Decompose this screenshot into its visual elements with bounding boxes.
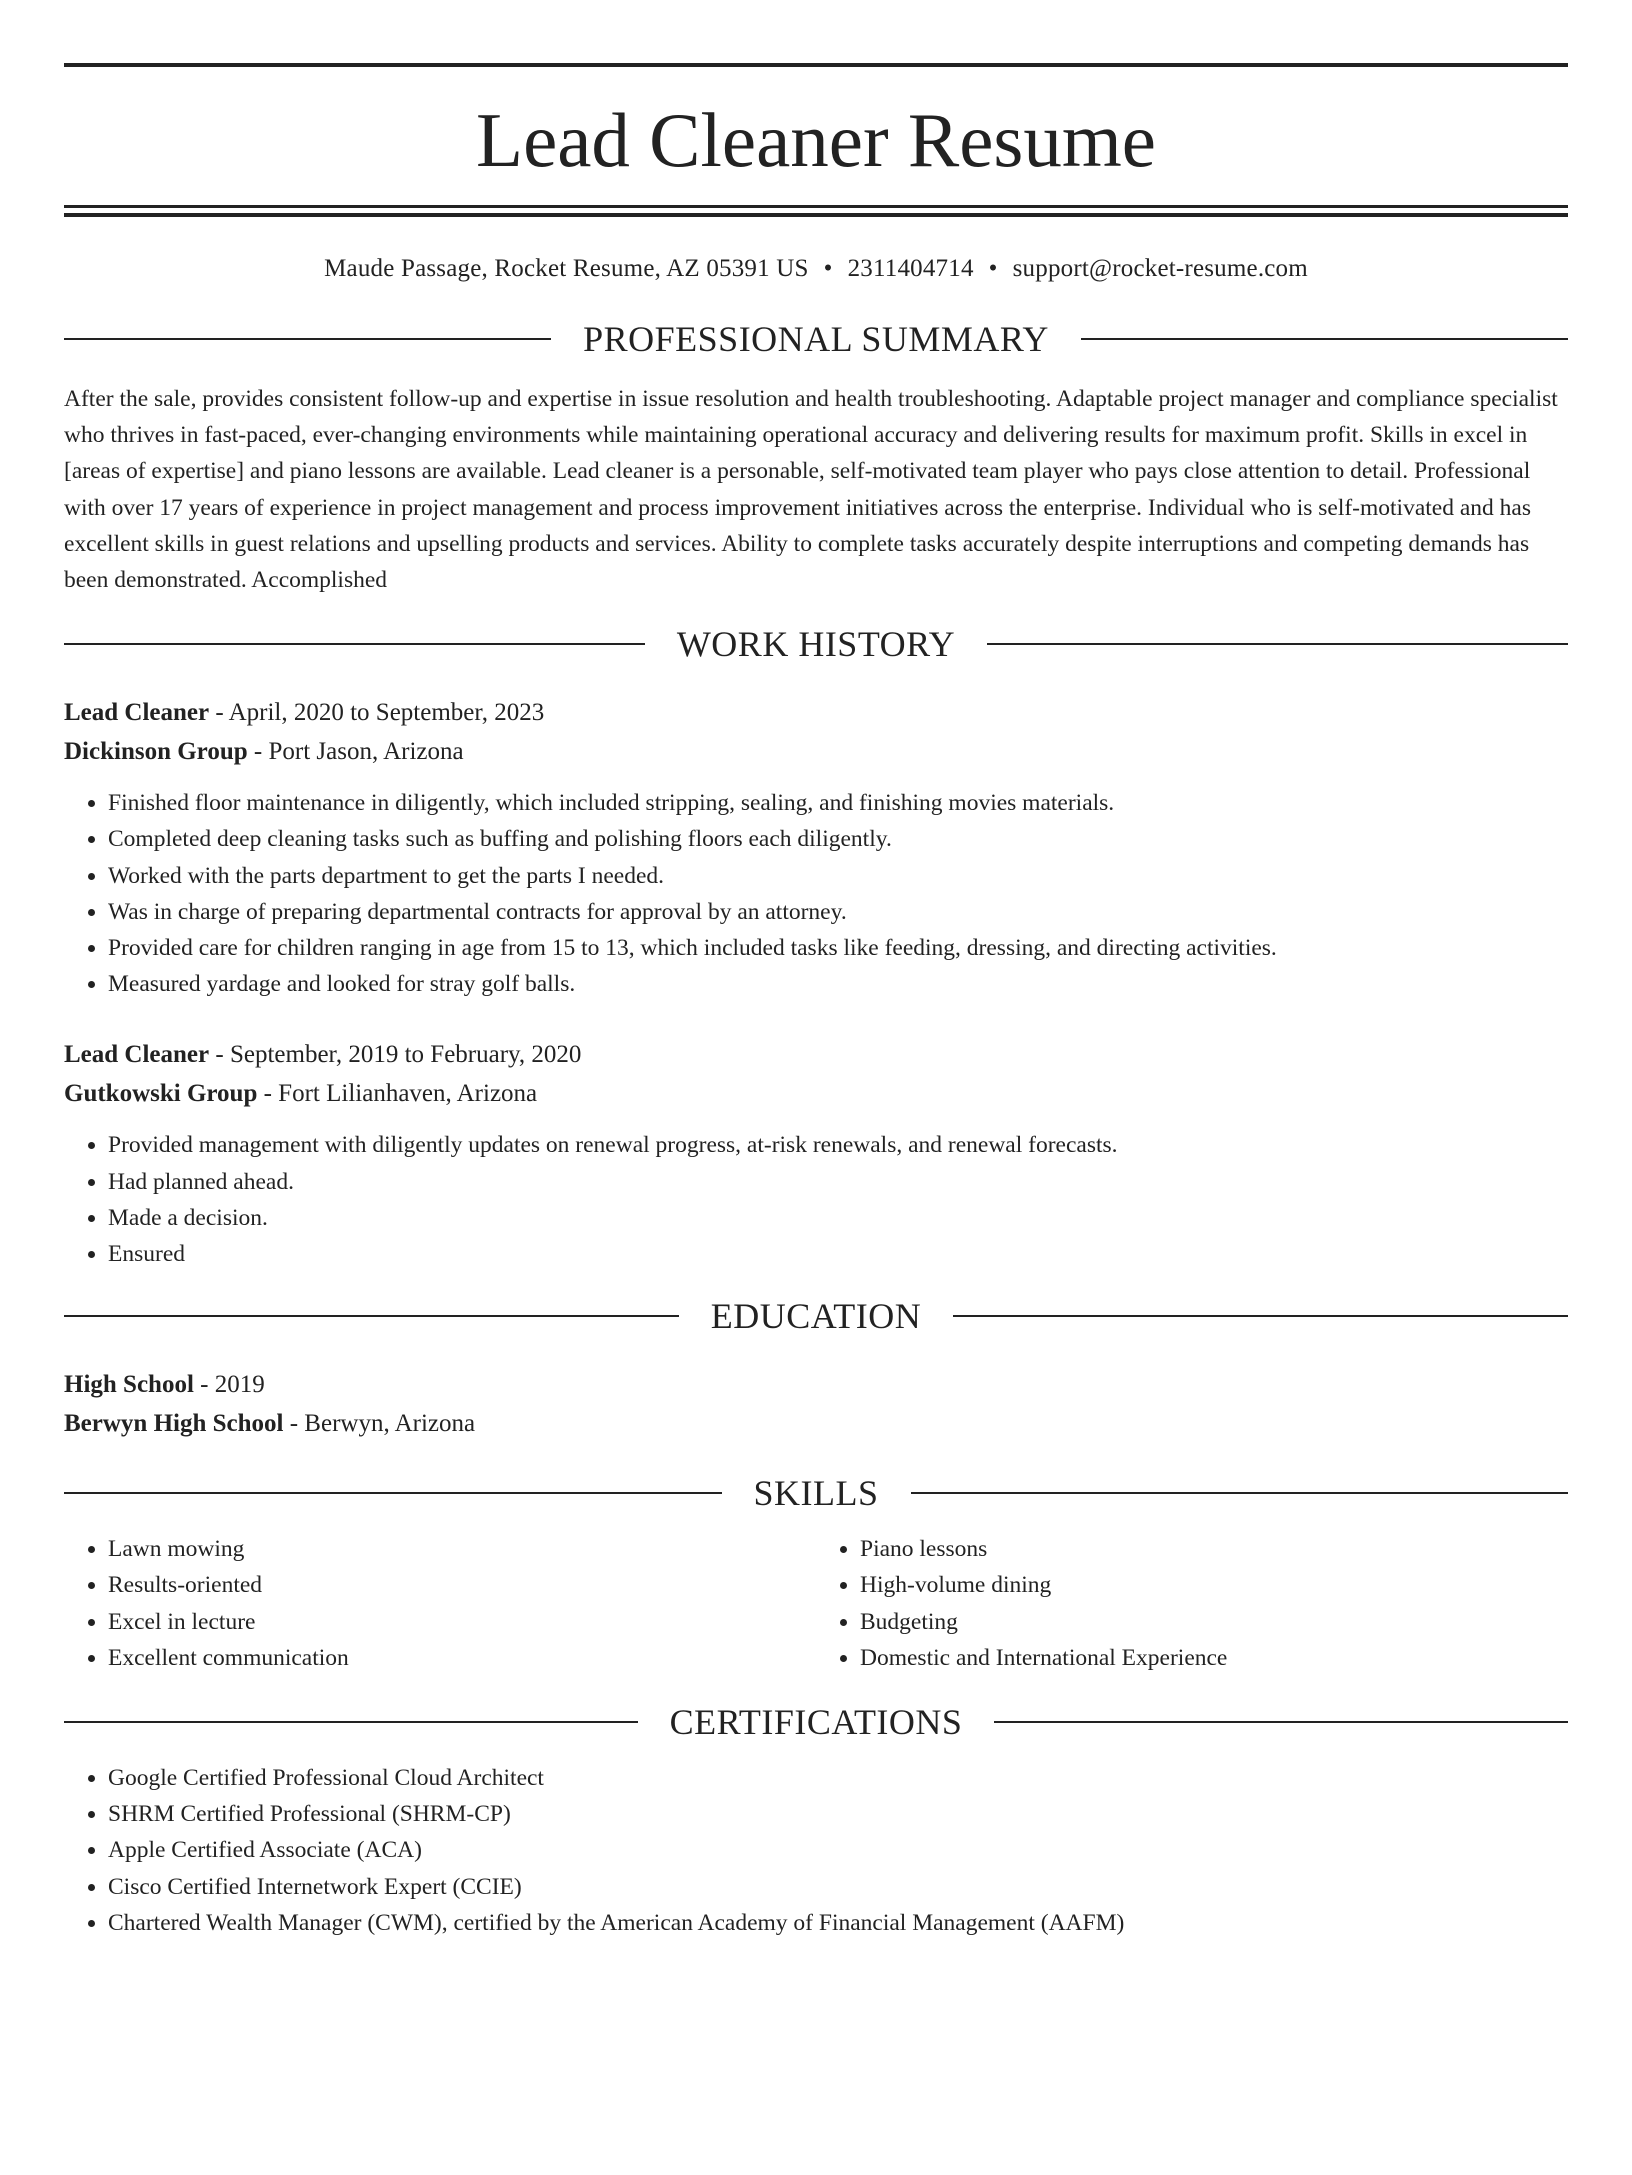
job-entry [64,694,1568,1002]
heading-rule-left [64,1315,679,1317]
education-entry [64,1366,1568,1443]
job-dates: - September, 2019 to February, 2020 [209,1041,582,1069]
list-item: • Chartered Wealth Manager (CWM), certified by the American Academy of Financial Management (AAFM) [108,1905,1568,1941]
heading-rule-right [911,1492,1569,1494]
job-bullets [64,785,1568,1002]
job-role-line [64,694,1568,733]
section-heading-education [64,1292,1568,1340]
list-item: • High-volume dining [860,1567,1568,1603]
job-company-line [64,733,1568,772]
section-heading-skills [64,1469,1568,1517]
job-role: Lead Cleaner [64,1041,210,1069]
list-item: • Had planned ahead. [108,1164,1568,1200]
list-item: • Piano lessons [860,1531,1568,1567]
heading-rule-left [64,643,645,645]
education-school-line [64,1405,1568,1444]
list-item: • SHRM Certified Professional (SHRM-CP) [108,1796,1568,1832]
section-title: SKILLS [753,1473,879,1514]
section-title: EDUCATION [710,1296,922,1337]
list-item: • Excellent communication [108,1640,816,1676]
section-heading-summary [64,315,1568,363]
contact-separator: • [988,255,998,282]
list-item: • Worked with the parts department to get the parts I needed. [108,858,1568,894]
skills-list-left [64,1531,816,1676]
list-item: • Cisco Certified Internetwork Expert (CCIE) [108,1869,1568,1905]
section-heading-work-history [64,620,1568,668]
heading-rule-right [1081,338,1568,340]
list-item: • Domestic and International Experience [860,1640,1568,1676]
title-double-rule [64,205,1568,217]
section-title: WORK HISTORY [676,624,956,665]
section-title: PROFESSIONAL SUMMARY [583,319,1049,359]
heading-rule-left [64,338,551,340]
education-degree-line [64,1366,1568,1405]
list-item: • Made a decision. [108,1200,1568,1236]
resume-page [0,63,1632,2175]
skills-columns [64,1531,1568,1676]
list-item: • Apple Certified Associate (ACA) [108,1832,1568,1868]
section-heading-certifications [64,1698,1568,1746]
job-role-line [64,1036,1568,1075]
top-rule [64,63,1568,67]
list-item: • Completed deep cleaning tasks such as buffing and polishing floors each diligently. [108,821,1568,857]
list-item: • Measured yardage and looked for stray golf balls. [108,966,1568,1002]
job-role: Lead Cleaner [64,699,210,727]
summary-paragraph: After the sale, provides consistent follow-up and expertise in issue resolution and health troubleshooting. Adaptable project manager and compliance specialist who thrives in fast-paced, ever-changing environments while maintaining operational accuracy and delivering results for maximum profit. Skills in excel in [areas of expertise] and piano lessons are available. Lead cleaner is a personable, self-motivated team player who pays close attention to detail. Professional with over 17 years of experience in project management and process improvement initiatives across the enterprise. Individual who is self-motivated and has excellent skills in guest relations and upselling products and services. Ability to complete tasks accurately despite interruptions and competing demands has been demonstrated. Accomplished [64,386,1558,594]
heading-rule-right [994,1721,1568,1723]
job-company-line [64,1075,1568,1114]
job-company: Gutkowski Group [64,1079,258,1107]
contact-phone: 2311404714 [847,255,974,282]
list-item: • Lawn mowing [108,1531,816,1567]
list-item: • Provided care for children ranging in age from 15 to 13, which included tasks like feeding, dressing, and directing activities. [108,930,1568,966]
list-item: • Was in charge of preparing departmental contracts for approval by an attorney. [108,894,1568,930]
job-bullets [64,1127,1568,1272]
contact-line [64,251,1568,291]
list-item: • Results-oriented [108,1567,816,1603]
list-item: • Budgeting [860,1604,1568,1640]
list-item: • Ensured [108,1236,1568,1272]
certifications-list [64,1760,1568,1941]
skills-list-right [816,1531,1568,1676]
job-location: - Port Jason, Arizona [247,737,464,765]
job-dates: - April, 2020 to September, 2023 [209,699,545,727]
list-item: • Finished floor maintenance in diligently, which included stripping, sealing, and finishing movies materials. [108,785,1568,821]
education-school: Berwyn High School [64,1409,284,1437]
education-degree: High School [64,1371,194,1399]
job-company: Dickinson Group [64,737,248,765]
education-year: - 2019 [193,1371,265,1399]
list-item: • Excel in lecture [108,1604,816,1640]
education-location: - Berwyn, Arizona [283,1409,476,1437]
list-item: • Provided management with diligently updates on renewal progress, at-risk renewals, and renewal forecasts. [108,1127,1568,1163]
heading-rule-right [953,1315,1568,1317]
resume-title: Lead Cleaner Resume [476,97,1156,183]
contact-address: Maude Passage, Rocket Resume, AZ 05391 US [324,255,809,282]
job-location: - Fort Lilianhaven, Arizona [257,1079,538,1107]
section-title: CERTIFICATIONS [669,1702,963,1743]
heading-rule-left [64,1492,722,1494]
job-entry [64,1036,1568,1272]
contact-email: support@rocket-resume.com [1012,255,1308,282]
contact-separator: • [823,255,833,282]
heading-rule-left [64,1721,638,1723]
list-item: • Google Certified Professional Cloud Architect [108,1760,1568,1796]
heading-rule-right [987,643,1568,645]
